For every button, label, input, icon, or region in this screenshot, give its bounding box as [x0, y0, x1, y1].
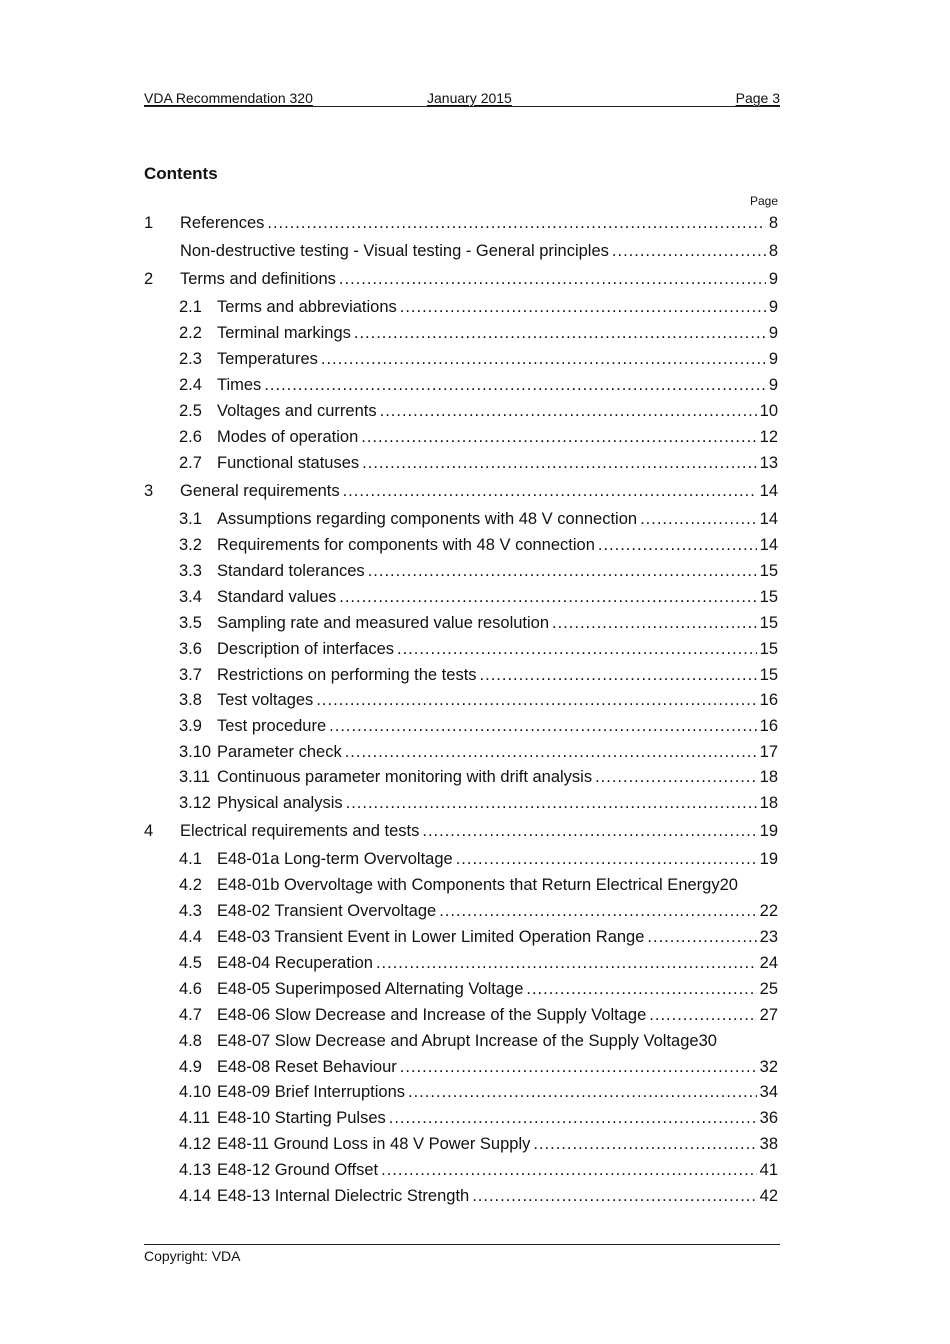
toc-dot-leader — [439, 900, 756, 922]
toc-dot-leader — [595, 766, 757, 788]
toc-entry-title: Temperatures — [217, 350, 318, 368]
toc-section-number: 3.5 — [179, 614, 202, 632]
toc-chapter-number: 1 — [144, 214, 154, 232]
toc-entry-title: E48-03 Transient Event in Lower Limited Operation Range — [217, 928, 645, 946]
toc-page-number: 13 — [759, 454, 778, 472]
toc-dot-leader — [533, 1133, 756, 1155]
toc-entry-title: Electrical requirements and tests — [180, 822, 420, 840]
toc-page-number: 8 — [768, 242, 778, 260]
toc-entry[interactable] — [179, 534, 778, 556]
toc-section-number: 3.4 — [179, 588, 202, 606]
toc-section-number: 4.7 — [179, 1006, 202, 1024]
header-rule — [144, 106, 780, 107]
toc-section-number: 3.10 — [179, 743, 212, 761]
toc-entry-title: Functional statuses — [217, 454, 360, 472]
toc-entry-title: Restrictions on performing the tests — [217, 666, 477, 684]
toc-entry[interactable] — [179, 348, 778, 370]
toc-section-number: 3.8 — [179, 691, 202, 709]
toc-dot-leader — [267, 212, 765, 234]
toc-chapter-number: 2 — [144, 270, 154, 288]
toc-dot-leader — [316, 689, 756, 711]
toc-dot-leader — [612, 240, 766, 262]
toc-entry[interactable] — [179, 586, 778, 608]
toc-dot-leader — [598, 534, 757, 556]
toc-dot-leader — [361, 426, 756, 448]
toc-page-number: 24 — [759, 954, 778, 972]
toc-entry-title: Test procedure — [217, 717, 327, 735]
toc-section-number: 2.3 — [179, 350, 202, 368]
toc-entry[interactable] — [179, 952, 778, 974]
toc-page-number: 9 — [768, 298, 778, 316]
toc-entry-title: Times — [217, 376, 262, 394]
toc-page-number: 25 — [759, 980, 778, 998]
toc-entry[interactable] — [179, 400, 778, 422]
toc-dot-leader — [400, 1056, 757, 1078]
toc-entry[interactable] — [179, 664, 778, 686]
toc-dot-leader — [526, 978, 756, 1000]
toc-page-number: 34 — [759, 1083, 778, 1101]
toc-page-number: 8 — [768, 214, 778, 232]
toc-section-number: 3.9 — [179, 717, 202, 735]
toc-entry[interactable] — [179, 296, 778, 318]
toc-entry[interactable] — [179, 900, 778, 922]
toc-page-number: 36 — [759, 1109, 778, 1127]
toc-dot-leader — [329, 715, 756, 737]
toc-entry[interactable] — [179, 322, 778, 344]
toc-page-number: 14 — [759, 536, 778, 554]
toc-dot-leader — [389, 1107, 757, 1129]
toc-dot-leader — [321, 348, 766, 370]
toc-dot-leader — [362, 452, 756, 474]
contents-heading: Contents — [144, 164, 218, 183]
toc-entry[interactable] — [179, 612, 778, 634]
toc-entry-title: Terms and abbreviations — [217, 298, 397, 316]
toc-page-number: 18 — [759, 768, 778, 786]
toc-entry-title: E48-12 Ground Offset — [217, 1161, 379, 1179]
toc-entry[interactable] — [179, 1004, 778, 1026]
toc-entry-title: Standard tolerances — [217, 562, 365, 580]
toc-section-number: 4.3 — [179, 902, 202, 920]
toc-dot-leader — [640, 508, 757, 530]
toc-section-number: 4.1 — [179, 850, 202, 868]
header-date: January 2015 — [427, 90, 512, 106]
toc-dot-leader — [339, 586, 756, 608]
toc-entry-title: E48-02 Transient Overvoltage — [217, 902, 437, 920]
toc-entry-title: Sampling rate and measured value resolution — [217, 614, 550, 632]
toc-dot-leader — [339, 268, 766, 290]
toc-entry[interactable] — [179, 874, 799, 896]
toc-entry[interactable] — [180, 212, 778, 234]
toc-page-number: 38 — [759, 1135, 778, 1153]
toc-entry-title: Description of interfaces — [217, 640, 394, 658]
toc-page-number: 9 — [768, 324, 778, 342]
toc-entry-title: E48-01b Overvoltage with Components that Return Electrical Energy — [217, 876, 720, 894]
toc-entry[interactable] — [179, 715, 778, 737]
toc-section-number: 4.5 — [179, 954, 202, 972]
toc-section-number: 4.4 — [179, 928, 202, 946]
toc-dot-leader — [456, 848, 757, 870]
toc-dot-leader — [376, 952, 757, 974]
toc-dot-leader — [552, 612, 757, 634]
page-column-label: Page — [749, 194, 778, 208]
toc-entry[interactable] — [179, 426, 778, 448]
toc-entry[interactable] — [179, 1030, 799, 1052]
toc-section-number: 2.4 — [179, 376, 202, 394]
toc-page-number: 41 — [759, 1161, 778, 1179]
toc-entry[interactable] — [179, 766, 778, 788]
toc-page-number: 15 — [759, 640, 778, 658]
toc-page-number: 17 — [759, 743, 778, 761]
toc-page-number: 18 — [759, 794, 778, 812]
toc-section-number: 2.2 — [179, 324, 202, 342]
toc-section-number: 2.5 — [179, 402, 202, 420]
toc-page-number: 9 — [768, 270, 778, 288]
toc-entry-title: E48-01a Long-term Overvoltage — [217, 850, 453, 868]
toc-page-number: 19 — [759, 850, 778, 868]
toc-entry[interactable] — [179, 560, 778, 582]
toc-section-number: 4.14 — [179, 1187, 212, 1205]
toc-entry-title: E48-05 Superimposed Alternating Voltage — [217, 980, 524, 998]
toc-page-number: 12 — [759, 428, 778, 446]
toc-entry-title: E48-13 Internal Dielectric Strength — [217, 1187, 470, 1205]
toc-entry[interactable] — [179, 638, 778, 660]
toc-entry[interactable] — [179, 741, 778, 763]
toc-entry-title: Continuous parameter monitoring with drift analysis — [217, 768, 593, 786]
toc-section-number: 4.12 — [179, 1135, 212, 1153]
toc-entry-title: E48-07 Slow Decrease and Abrupt Increase of the Supply Voltage — [217, 1032, 699, 1050]
toc-entry-title: Modes of operation — [217, 428, 359, 446]
toc-section-number: 4.6 — [179, 980, 202, 998]
toc-section-number: 4.8 — [179, 1032, 202, 1050]
toc-section-number: 3.2 — [179, 536, 202, 554]
toc-section-number: 4.13 — [179, 1161, 212, 1179]
toc-entry-title: Standard values — [217, 588, 337, 606]
toc-entry[interactable] — [179, 792, 778, 814]
toc-page-number: 20 — [719, 876, 738, 894]
toc-section-number: 3.1 — [179, 510, 202, 528]
toc-section-number: 2.6 — [179, 428, 202, 446]
toc-chapter-number: 3 — [144, 482, 154, 500]
toc-entry-title: Terms and definitions — [180, 270, 336, 288]
toc-dot-leader — [400, 296, 766, 318]
toc-entry[interactable] — [179, 1133, 778, 1155]
toc-dot-leader — [354, 322, 766, 344]
toc-section-number: 3.11 — [179, 768, 210, 786]
toc-page-number: 30 — [698, 1032, 717, 1050]
toc-page-number: 27 — [759, 1006, 778, 1024]
toc-page-number: 22 — [759, 902, 778, 920]
toc-page-number: 10 — [759, 402, 778, 420]
toc-page-number: 19 — [759, 822, 778, 840]
toc-dot-leader — [397, 638, 757, 660]
toc-entry-title: E48-08 Reset Behaviour — [217, 1058, 397, 1076]
toc-entry-title: Test voltages — [217, 691, 314, 709]
toc-section-number: 4.10 — [179, 1083, 212, 1101]
toc-page-number: 16 — [759, 717, 778, 735]
toc-entry[interactable] — [179, 978, 778, 1000]
toc-entry-title: Non-destructive testing - Visual testing - General principles — [180, 242, 609, 260]
toc-entry[interactable] — [179, 452, 778, 474]
toc-section-number: 4.11 — [179, 1109, 210, 1127]
toc-entry[interactable] — [179, 926, 778, 948]
toc-section-number: 3.3 — [179, 562, 202, 580]
toc-dot-leader — [264, 374, 766, 396]
toc-section-number: 4.9 — [179, 1058, 202, 1076]
toc-dot-leader — [380, 400, 757, 422]
toc-entry-title: Requirements for components with 48 V connection — [217, 536, 595, 554]
toc-entry[interactable] — [180, 480, 778, 502]
page-header — [144, 90, 780, 108]
toc-entry[interactable] — [179, 1081, 778, 1103]
toc-entry[interactable] — [180, 268, 778, 290]
toc-dot-leader — [480, 664, 757, 686]
toc-page-number: 15 — [759, 562, 778, 580]
toc-entry[interactable] — [179, 1159, 778, 1181]
toc-entry-title: Voltages and currents — [217, 402, 377, 420]
toc-entry[interactable] — [179, 508, 778, 530]
toc-section-number: 2.7 — [179, 454, 202, 472]
toc-section-number: 3.6 — [179, 640, 202, 658]
toc-entry-title: E48-04 Recuperation — [217, 954, 373, 972]
toc-entry-title: E48-06 Slow Decrease and Increase of the Supply Voltage — [217, 1006, 647, 1024]
toc-page-number: 9 — [768, 376, 778, 394]
toc-dot-leader — [346, 792, 757, 814]
toc-chapter-number: 4 — [144, 822, 154, 840]
toc-dot-leader — [647, 926, 756, 948]
toc-section-number: 3.12 — [179, 794, 212, 812]
toc-dot-leader — [368, 560, 757, 582]
toc-page-number: 16 — [759, 691, 778, 709]
toc-entry[interactable] — [179, 1056, 778, 1078]
toc-entry-title: Terminal markings — [217, 324, 351, 342]
toc-entry-title: Physical analysis — [217, 794, 343, 812]
toc-page-number: 15 — [759, 666, 778, 684]
toc-page-number: 9 — [768, 350, 778, 368]
footer-rule — [144, 1244, 780, 1245]
toc-entry[interactable] — [179, 374, 778, 396]
toc-page-number: 15 — [759, 588, 778, 606]
toc-entry[interactable] — [179, 1107, 778, 1129]
toc-page-number: 23 — [759, 928, 778, 946]
footer-copyright: Copyright: VDA — [144, 1248, 241, 1264]
toc-page-number: 32 — [759, 1058, 778, 1076]
toc-entry-title: E48-09 Brief Interruptions — [217, 1083, 406, 1101]
toc-entry-title: E48-10 Starting Pulses — [217, 1109, 386, 1127]
toc-section-number: 2.1 — [179, 298, 202, 316]
toc-dot-leader — [649, 1004, 756, 1026]
toc-dot-leader — [422, 820, 756, 842]
toc-entry[interactable] — [180, 240, 778, 262]
toc-section-number: 3.7 — [179, 666, 202, 684]
header-doc-title: VDA Recommendation 320 — [144, 90, 313, 106]
toc-entry[interactable] — [180, 820, 778, 842]
toc-dot-leader — [345, 741, 757, 763]
toc-dot-leader — [343, 480, 757, 502]
toc-entry[interactable] — [179, 1185, 778, 1207]
toc-entry-title: References — [180, 214, 265, 232]
toc-entry-title: Assumptions regarding components with 48 V connection — [217, 510, 638, 528]
toc-page-number: 14 — [759, 482, 778, 500]
header-page-number: Page 3 — [735, 90, 780, 106]
toc-dot-leader — [408, 1081, 757, 1103]
toc-page-number: 42 — [759, 1187, 778, 1205]
toc-entry-title: General requirements — [180, 482, 340, 500]
toc-dot-leader — [381, 1159, 757, 1181]
toc-entry[interactable] — [179, 848, 778, 870]
toc-page-number: 14 — [759, 510, 778, 528]
toc-section-number: 4.2 — [179, 876, 202, 894]
toc-page-number: 15 — [759, 614, 778, 632]
toc-entry-title: E48-11 Ground Loss in 48 V Power Supply — [217, 1135, 531, 1153]
toc-entry[interactable] — [179, 689, 778, 711]
toc-entry-title: Parameter check — [217, 743, 342, 761]
toc-dot-leader — [472, 1185, 756, 1207]
